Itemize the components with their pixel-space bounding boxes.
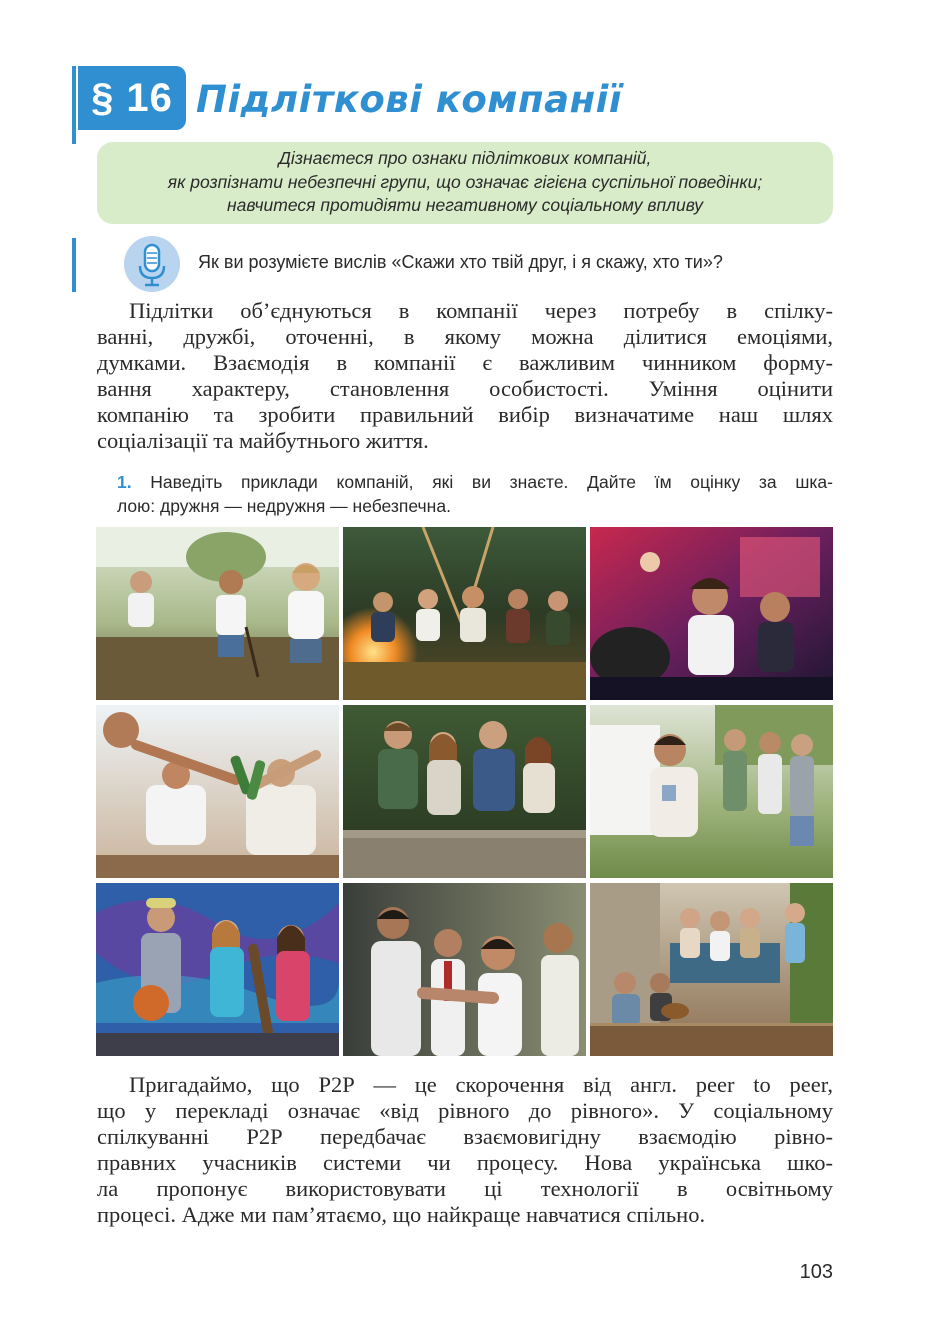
- teens-planting-trees-photo: [96, 527, 339, 700]
- p2p-paragraph: [97, 1072, 833, 1228]
- paragraph-line: що у перекладі означає «від рівного до рівного». У соціальному: [97, 1098, 833, 1123]
- intro-paragraph: [97, 298, 833, 454]
- paragraph-line: соціалізації та майбутнього життя.: [97, 428, 429, 453]
- header-accent-bar: [72, 66, 76, 144]
- teens-laughing-at-phone-photo: [590, 705, 833, 878]
- teens-graffiti-wall-photo: [96, 883, 339, 1056]
- paragraph-line: ла пропонує використовувати ці технології в освітньому: [97, 1176, 833, 1201]
- discussion-accent-bar: [72, 238, 76, 292]
- paragraph-line: компанію та зробити правильний вибір визначатиме наш шлях: [97, 402, 833, 427]
- discussion-question: Як ви розумієте вислів «Скажи хто твій друг, і я скажу, хто ти»?: [198, 252, 723, 272]
- teens-bullying-photo: [343, 883, 586, 1056]
- task-line: лою: дружня — недружня — небезпечна.: [117, 496, 451, 516]
- section-number-badge: § 16: [78, 66, 186, 130]
- page-number: 103: [799, 1261, 833, 1283]
- goals-line: навчитеся протидіяти негативному соціальному впливу: [226, 195, 704, 215]
- paragraph-line: вання характеру, становлення особистості. Уміння оцінити: [97, 376, 833, 401]
- task-text: Наведіть приклади компаній, які ви знаєте. Дайте їм оцінку за шка-: [150, 472, 833, 492]
- paragraph-line: правних учасників системи чи процесу. Нова українська шко-: [97, 1150, 833, 1175]
- goals-line: Дізнаєтеся про ознаки підліткових компаній,: [278, 148, 652, 168]
- task-line: [117, 470, 833, 494]
- paragraph-line: думками. Взаємодія в компанії є важливим чинником форму-: [97, 350, 833, 375]
- teens-around-campfire-photo: [343, 527, 586, 700]
- microphone-icon: [124, 236, 180, 292]
- paragraph-line: ванні, дружбі, оточенні, в якому можна ділитися емоціями,: [97, 324, 833, 349]
- paragraph-line: спілкуванні Р2Р передбачає взаємовигідну взаємодію рівно-: [97, 1124, 833, 1149]
- task-1: [117, 470, 833, 518]
- page-title: Підліткові компанії: [196, 78, 623, 121]
- teens-at-party-photo: [590, 527, 833, 700]
- teens-on-porch-photo: [590, 883, 833, 1056]
- task-number: 1.: [117, 472, 132, 492]
- photo-grid: [96, 527, 833, 1056]
- learning-goals-box: [97, 142, 833, 224]
- goals-line: як розпізнати небезпечні групи, що означає гігієна суспільної поведінки;: [167, 171, 763, 192]
- teens-sitting-outdoors-photo: [343, 705, 586, 878]
- paragraph-line: Пригадаймо, що Р2Р — це скорочення від англ. peer to peer,: [129, 1072, 833, 1097]
- paragraph-line: процесі. Адже ми пам’ятаємо, що найкраще навчатися спільно.: [97, 1202, 706, 1227]
- paragraph-line: Підлітки об’єднуються в компанії через потребу в спілку-: [129, 298, 833, 323]
- teens-drinking-bottles-photo: [96, 705, 339, 878]
